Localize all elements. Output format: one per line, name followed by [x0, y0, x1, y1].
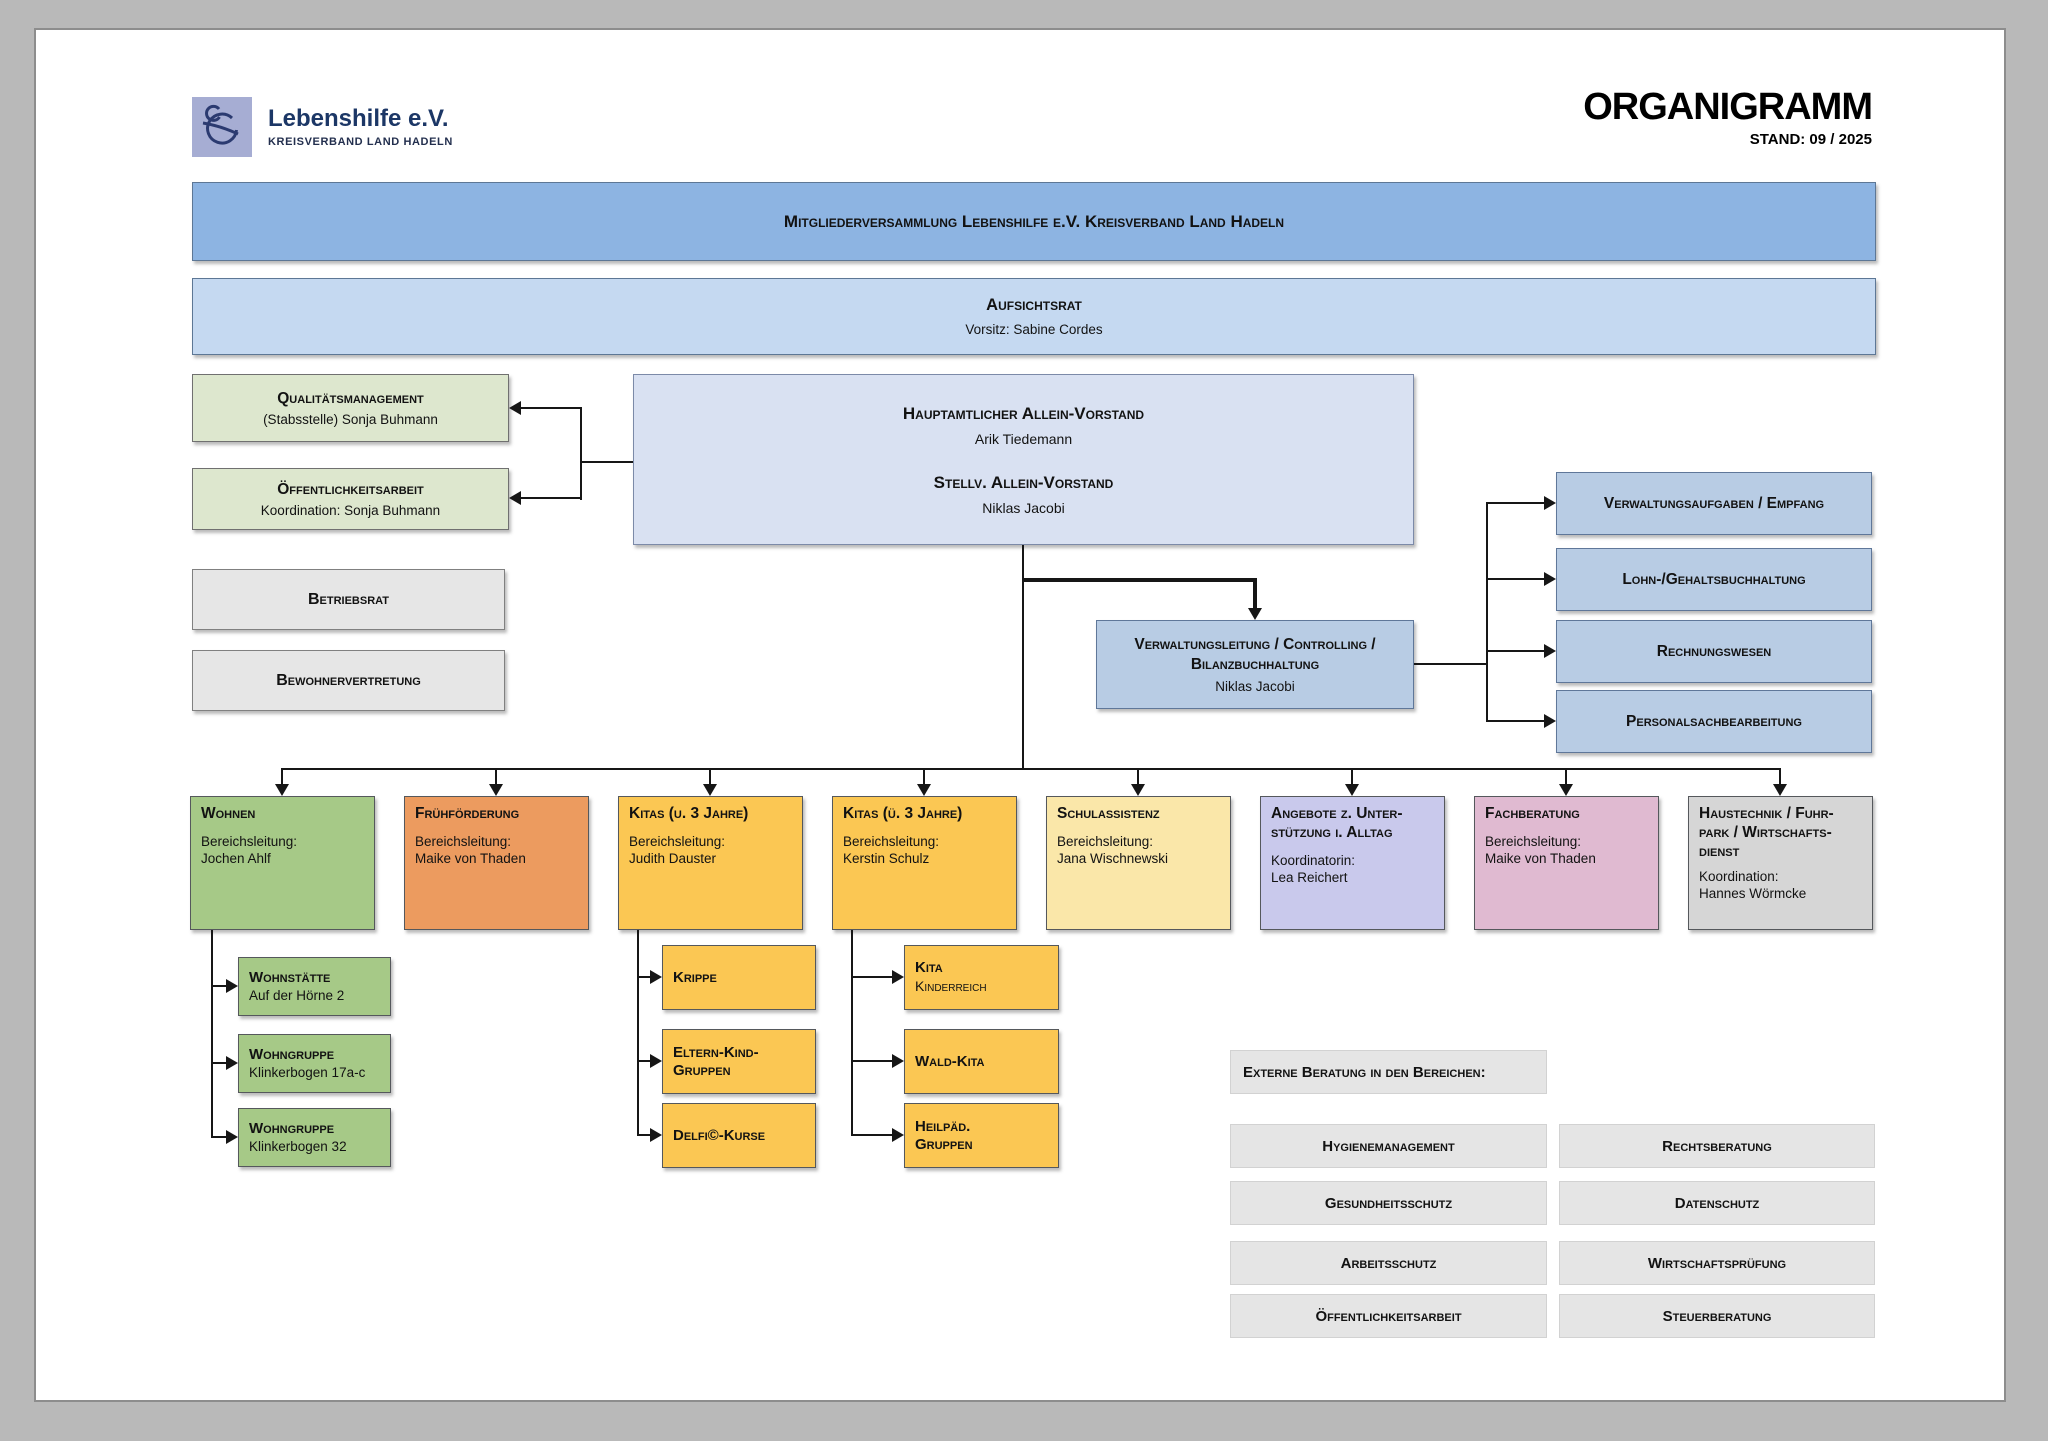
executive-board-box	[633, 374, 1414, 545]
arrowhead-right	[892, 970, 904, 984]
board-label: Aufsichtsrat	[986, 296, 1082, 314]
arrowhead-right	[226, 1056, 238, 1070]
sub-box-krippe	[662, 945, 816, 1010]
department-box-fruehfoerderung	[404, 796, 589, 930]
external-item-label: Öffentlichkeitsarbeit	[1315, 1307, 1462, 1325]
external-heading: Externe Beratung in den Bereichen:	[1243, 1063, 1486, 1081]
connector-line	[211, 1062, 227, 1064]
dept-title: Haustechnik / Fuhr-	[1699, 805, 1834, 822]
works-council-box	[192, 569, 505, 630]
arrowhead-right	[1544, 572, 1556, 586]
sub-title: Wohnstätte	[249, 968, 331, 986]
connector-line	[637, 930, 639, 1136]
external-consulting-item	[1230, 1241, 1547, 1285]
sub-title: Krippe	[673, 968, 717, 986]
department-box-kitas-ue3	[832, 796, 1017, 930]
external-consulting-item	[1230, 1294, 1547, 1338]
connector-line	[281, 768, 283, 784]
arrowhead-left	[509, 401, 521, 415]
connector-line	[1022, 578, 1255, 582]
external-consulting-item	[1230, 1181, 1547, 1225]
external-item-label: Rechtsberatung	[1662, 1137, 1772, 1155]
sub-box-wohngruppe-32	[238, 1108, 391, 1167]
department-box-haustechnik	[1688, 796, 1873, 930]
dept-name: Maike von Thaden	[415, 851, 526, 867]
connector-line	[1414, 663, 1487, 665]
sub-box-heilpaed-gruppen	[904, 1103, 1059, 1168]
arrowhead-right	[226, 979, 238, 993]
stand-date: STAND: 09 / 2025	[1749, 131, 1872, 148]
sub-box-wohngruppe-17	[238, 1034, 391, 1093]
dept-name: Kerstin Schulz	[843, 851, 930, 867]
arrowhead-right	[1544, 714, 1556, 728]
dept-title-2: stützung i. Alltag	[1271, 823, 1393, 841]
dept-title: Angebote z. Unter-	[1271, 805, 1403, 822]
connector-line	[580, 407, 582, 500]
admin-unit-box	[1556, 620, 1872, 683]
executive-name-1: Arik Tiedemann	[974, 430, 1073, 447]
dept-title-3: dienst	[1699, 842, 1740, 860]
sub-subtitle: Kinderreich	[915, 978, 987, 995]
sub-subtitle: Auf der Hörne 2	[249, 987, 345, 1003]
page	[34, 28, 2006, 1402]
arrowhead-left	[509, 491, 521, 505]
board-chair: Vorsitz: Sabine Cordes	[965, 322, 1103, 337]
arrowhead-right	[1544, 644, 1556, 658]
lebenshilfe-logo-icon	[192, 97, 252, 157]
works-council-label: Betriebsrat	[307, 590, 390, 608]
admin-unit-box	[1556, 690, 1872, 753]
assembly-bar	[192, 182, 1876, 261]
admin-unit-box	[1556, 548, 1872, 611]
external-consulting-item	[1559, 1241, 1875, 1285]
sub-title-2: Gruppen	[673, 1061, 731, 1079]
dept-name: Lea Reichert	[1271, 870, 1348, 886]
residents-council-box	[192, 650, 505, 711]
dept-role: Bereichsleitung:	[629, 833, 726, 849]
admin-lead-box	[1096, 620, 1414, 709]
dept-role: Bereichsleitung:	[201, 833, 298, 849]
pr-subtitle: Koordination: Sonja Buhmann	[260, 502, 441, 518]
qm-subtitle: (Stabsstelle) Sonja Buhmann	[263, 411, 438, 427]
dept-name: Jochen Ahlf	[201, 851, 271, 867]
dept-role: Bereichsleitung:	[415, 833, 512, 849]
sub-title: Delfi©-Kurse	[673, 1126, 766, 1144]
arrowhead-right	[226, 1130, 238, 1144]
sub-title: Wohngruppe	[249, 1119, 335, 1137]
connector-line	[923, 768, 925, 784]
sub-title-2: Gruppen	[915, 1135, 973, 1153]
sub-title: Eltern-Kind-	[673, 1043, 759, 1061]
connector-line	[582, 461, 633, 463]
page-title: ORGANIGRAMM	[1583, 86, 1872, 128]
logo-title: Lebenshilfe e.V.	[268, 105, 449, 132]
admin-lead-title-1: Verwaltungsleitung / Controlling /	[1134, 636, 1376, 654]
sub-subtitle: Klinkerbogen 17a-c	[249, 1064, 366, 1080]
dept-name: Hannes Wörmcke	[1699, 886, 1807, 902]
sub-title: Wohngruppe	[249, 1045, 335, 1063]
dept-name: Judith Dauster	[629, 851, 717, 867]
dept-title: Schulassistenz	[1057, 805, 1160, 822]
arrowhead-right	[650, 1128, 662, 1142]
connector-line	[1486, 578, 1544, 580]
department-box-kitas-u3	[618, 796, 803, 930]
external-consulting-item	[1559, 1294, 1875, 1338]
dept-title: Wohnen	[201, 805, 256, 822]
dept-role: Bereichsleitung:	[843, 833, 940, 849]
external-item-label: Wirtschaftsprüfung	[1647, 1254, 1787, 1272]
executive-title-1: Hauptamtlicher Allein-Vorstand	[902, 403, 1145, 423]
dept-role: Koordinatorin:	[1271, 852, 1356, 868]
admin-lead-title-2: Bilanzbuchhaltung	[1190, 655, 1320, 673]
arrowhead-right	[650, 970, 662, 984]
connector-line	[1486, 650, 1544, 652]
connector-line	[637, 1134, 651, 1136]
connector-line	[521, 407, 580, 409]
quality-management-box	[192, 374, 509, 442]
connector-line	[1486, 502, 1544, 504]
dept-title: Kitas (ü. 3 Jahre)	[843, 805, 963, 822]
department-box-fachberatung	[1474, 796, 1659, 930]
connector-line	[709, 768, 711, 784]
arrowhead-right	[650, 1054, 662, 1068]
connector-line	[1779, 768, 1781, 784]
department-box-angebote	[1260, 796, 1445, 930]
arrowhead-right	[1544, 496, 1556, 510]
department-box-wohnen	[190, 796, 375, 930]
external-consulting-header	[1230, 1050, 1547, 1094]
arrowhead-down	[275, 784, 289, 796]
sub-box-eltern-kind-gruppen	[662, 1029, 816, 1094]
residents-council-label: Bewohnervertretung	[276, 671, 421, 689]
sub-box-kita-kinderreich	[904, 945, 1059, 1010]
sub-box-wald-kita	[904, 1029, 1059, 1094]
connector-line	[1486, 720, 1544, 722]
arrowhead-down	[917, 784, 931, 796]
arrowhead-down	[1345, 784, 1359, 796]
assembly-label: Mitgliederversammlung Lebenshilfe e.V. Kreisverband Land Hadeln	[783, 211, 1285, 231]
admin-unit-label: Lohn-/Gehaltsbuchhaltung	[1622, 570, 1806, 588]
arrowhead-down	[1773, 784, 1787, 796]
external-consulting-item	[1559, 1124, 1875, 1168]
external-item-label: Steuerberatung	[1662, 1307, 1772, 1325]
connector-line	[637, 976, 651, 978]
arrowhead-down	[1248, 608, 1262, 620]
sub-title: Heilpäd.	[915, 1117, 971, 1135]
executive-title-2: Stellv. Allein-Vorstand	[933, 472, 1114, 492]
arrowhead-down	[1131, 784, 1145, 796]
executive-name-2: Niklas Jacobi	[982, 499, 1065, 516]
pr-title: Öffentlichkeitsarbeit	[277, 480, 424, 498]
connector-line	[851, 930, 853, 1136]
connector-line	[1253, 578, 1257, 608]
dept-title-2: park / Wirtschafts-	[1699, 823, 1832, 841]
sub-title: Wald-Kita	[915, 1052, 985, 1070]
arrowhead-right	[892, 1128, 904, 1142]
arrowhead-down	[489, 784, 503, 796]
connector-line	[521, 497, 580, 499]
connector-line	[851, 1060, 893, 1062]
external-consulting-item	[1230, 1124, 1547, 1168]
supervisory-board-bar	[192, 278, 1876, 355]
connector-line	[1351, 768, 1353, 784]
dept-title: Fachberatung	[1485, 805, 1580, 822]
sub-subtitle: Klinkerbogen 32	[249, 1138, 347, 1154]
dept-role: Bereichsleitung:	[1057, 833, 1154, 849]
dept-name: Jana Wischnewski	[1057, 851, 1169, 867]
connector-line	[637, 1060, 651, 1062]
public-relations-box	[192, 468, 509, 530]
connector-line	[1137, 768, 1139, 784]
admin-unit-label: Rechnungswesen	[1656, 642, 1772, 660]
connector-line	[1565, 768, 1567, 784]
connector-line	[851, 1134, 893, 1136]
arrowhead-right	[892, 1054, 904, 1068]
admin-lead-name: Niklas Jacobi	[1215, 678, 1295, 694]
department-box-schulassistenz	[1046, 796, 1231, 930]
connector-line	[1486, 502, 1488, 722]
connector-line	[211, 1136, 227, 1138]
sub-box-wohnstaette	[238, 957, 391, 1016]
connector-line	[211, 985, 227, 987]
external-item-label: Arbeitsschutz	[1340, 1254, 1437, 1272]
arrowhead-down	[1559, 784, 1573, 796]
connector-line	[211, 930, 213, 1138]
admin-unit-label: Personalsachbearbeitung	[1626, 712, 1802, 730]
dept-role: Bereichsleitung:	[1485, 833, 1582, 849]
external-item-label: Hygienemanagement	[1322, 1137, 1455, 1155]
logo-text	[268, 106, 453, 148]
connector-line	[851, 976, 893, 978]
sub-box-delfi-kurse	[662, 1103, 816, 1168]
title-block	[1583, 88, 1872, 148]
arrowhead-down	[703, 784, 717, 796]
admin-unit-box	[1556, 472, 1872, 535]
connector-line	[495, 768, 497, 784]
sub-title: Kita	[915, 959, 943, 977]
external-item-label: Gesundheitsschutz	[1324, 1194, 1453, 1212]
dept-title: Kitas (u. 3 Jahre)	[629, 805, 749, 822]
external-item-label: Datenschutz	[1674, 1194, 1760, 1212]
admin-unit-label: Verwaltungsaufgaben / Empfang	[1603, 494, 1825, 512]
logo-subtitle: KREISVERBAND LAND HADELN	[268, 136, 453, 149]
dept-name: Maike von Thaden	[1485, 851, 1596, 867]
external-consulting-item	[1559, 1181, 1875, 1225]
qm-title: Qualitätsmanagement	[277, 389, 424, 407]
dept-title: Frühförderung	[415, 805, 520, 822]
dept-role: Koordination:	[1699, 868, 1779, 884]
connector-line	[281, 768, 1780, 770]
